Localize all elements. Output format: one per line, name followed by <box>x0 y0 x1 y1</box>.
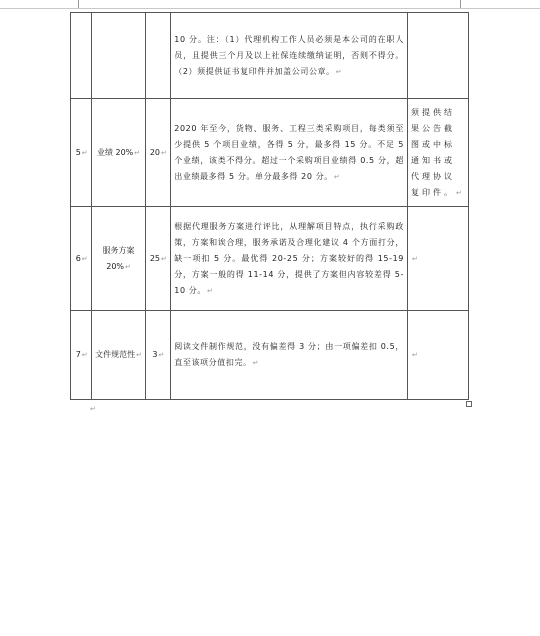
note-cell <box>407 13 468 99</box>
note-cell: ↵ <box>407 207 468 311</box>
scoring-table <box>70 12 469 400</box>
paragraph-mark: ↵ <box>90 405 96 413</box>
score-cell: 25↵ <box>146 207 171 311</box>
item-cell: 业绩 20%↵ <box>91 99 146 207</box>
row-number-cell <box>71 13 92 99</box>
note-cell: 须提供结果公告截图或中标通知书或代理协议复印件。↵ <box>407 99 468 207</box>
score-cell <box>146 13 171 99</box>
score-cell: 20↵ <box>146 99 171 207</box>
score-cell: 3↵ <box>146 311 171 400</box>
table-row <box>71 13 469 99</box>
item-cell: 服务方案 20%↵ <box>91 207 146 311</box>
item-cell <box>91 13 146 99</box>
rule-cell: 10 分。注：（1）代理机构工作人员必须是本公司的在职人员，且提供三个月及以上社保连续缴纳证明，否则不得分。（2）须提供证书复印件并加盖公司公章。↵ <box>171 13 408 99</box>
table-row <box>71 311 469 400</box>
table-row <box>71 99 469 207</box>
rule-cell: 2020 年至今，货物、服务、工程三类采购项目，每类须至少提供 5 个项目业绩，各得 5 分，最多得 15 分。不足 5 个业绩，该类不得分。超过一个采购项目业绩得 0.5 分，超出业绩最多得 5 分。单分最多得 20 分。↵ <box>171 99 408 207</box>
left-margin-mark <box>78 0 79 8</box>
right-margin-mark <box>460 0 461 8</box>
rule-cell: 根据代理服务方案进行评比，从理解项目特点，执行采购政策，方案和诶合理，服务承诺及合理化建议 4 个方面打分，缺一项扣 5 分。最优得 20-25 分；方案较好的得 15-19 分，方案一般的得 11-14 分，提供了方案但内容较差得 5-10 分。↵ <box>171 207 408 311</box>
item-cell: 文件规范性↵ <box>91 311 146 400</box>
page-top-margin-line <box>0 8 540 9</box>
row-number-cell: 6↵ <box>71 207 92 311</box>
rule-cell: 阅读文件制作规范，没有偏差得 3 分；由一项偏差扣 0.5，直至该项分值扣完。↵ <box>171 311 408 400</box>
row-number-cell: 5↵ <box>71 99 92 207</box>
row-number-cell: 7↵ <box>71 311 92 400</box>
table-row <box>71 207 469 311</box>
note-cell: ↵ <box>407 311 468 400</box>
table-resize-handle[interactable] <box>466 401 472 407</box>
